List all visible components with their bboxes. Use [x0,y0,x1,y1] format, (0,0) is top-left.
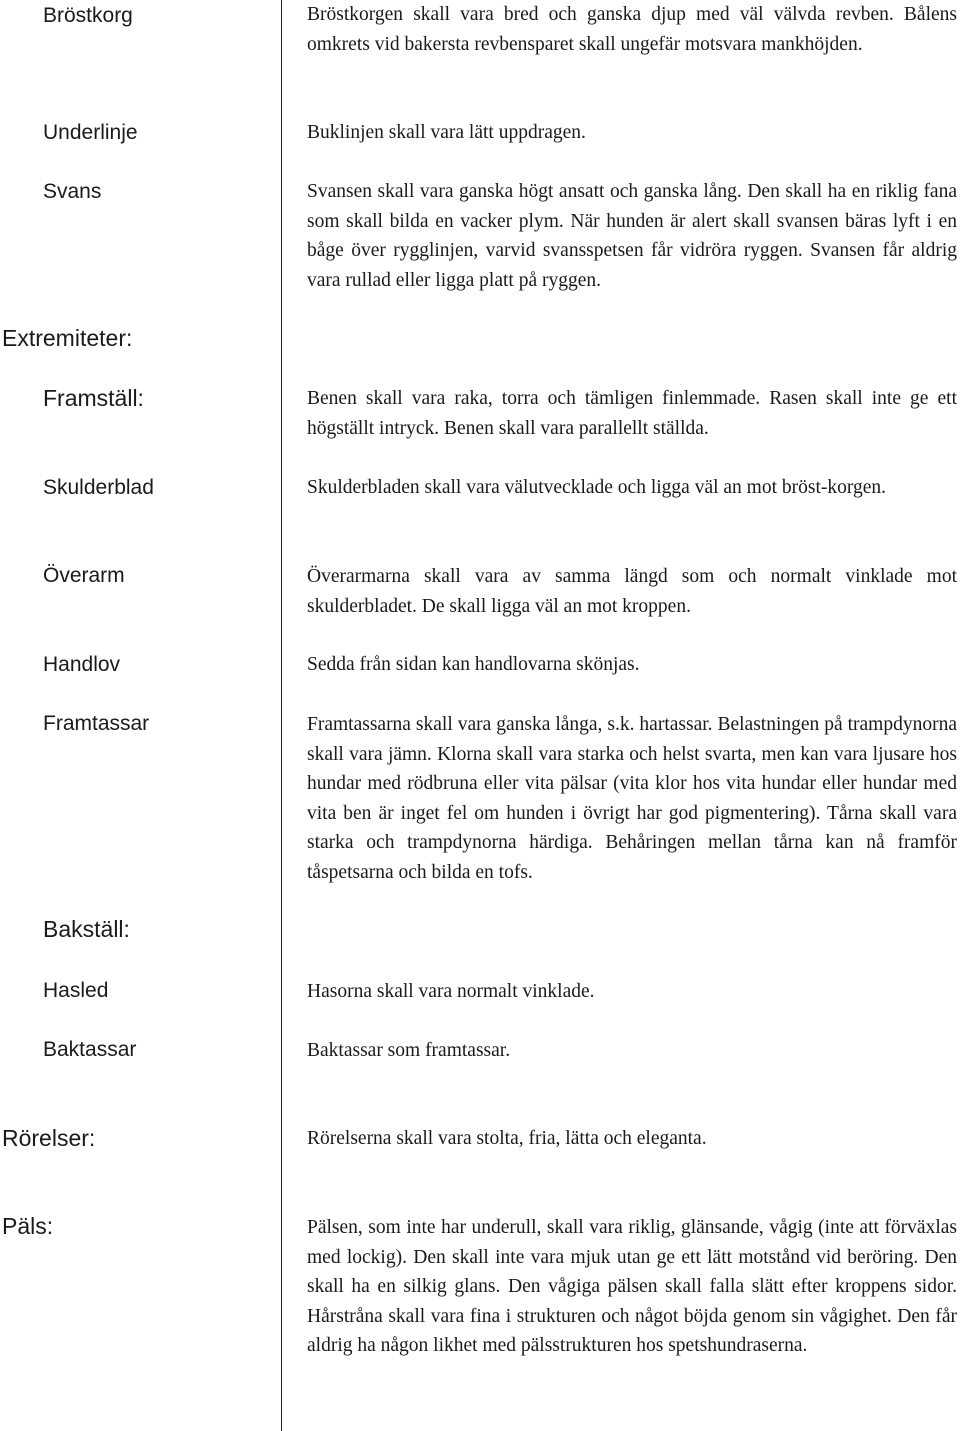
label-handlov: Handlov [43,653,121,676]
column-divider [281,0,282,1431]
text-brostkorg: Bröstkorgen skall vara bred och ganska djup med väl välvda revben. Bålens omkrets vid bakersta revbensparet skall ungefär motsvara mankhöjden. [307,4,957,55]
label-baktassar: Baktassar [43,1038,137,1061]
label-svans: Svans [43,180,102,203]
label-hasled: Hasled [43,979,109,1002]
label-overarm: Överarm [43,564,125,587]
text-baktassar: Baktassar som framtassar. [307,1040,511,1061]
label-brostkorg: Bröstkorg [43,4,133,27]
label-rorelser: Rörelser: [2,1125,96,1151]
text-overarm: Överarmarna skall vara av samma längd som och normalt vinklade mot skulderbladet. De skall ligga väl an mot kroppen. [307,566,957,617]
text-svans: Svansen skall vara ganska högt ansatt och ganska lång. Den skall ha en riklig fana som skall bilda en vacker plym. När hunden är alert skall svansen bäras lyft i en båge över rygglinjen, varvid svansspetsen får vidröra ryggen. Svansen får aldrig vara rullad eller ligga platt på ryggen. [307,181,957,291]
text-skulderblad: Skulderbladen skall vara välutvecklade och ligga väl an mot bröst-korgen. [307,477,887,498]
text-framstall: Benen skall vara raka, torra och tämligen finlemmade. Rasen skall inte ge ett högställt intryck. Benen skall vara parallellt ställda. [307,388,957,439]
text-framtassar: Framtassarna skall vara ganska långa, s.k. hartassar. Belastningen på trampdynorna skall vara jämn. Klorna skall vara starka och helst svarta, men kan vara ljusare hos hundar med rödbruna eller vita pälsar (vita klor hos vita hundar eller hundar med vita ben är inget fel om hunden i övrigt har god pigmentering). Tårna skall vara starka och trampdynorna härdiga. Behåringen mellan tårna kan nå framför tåspetsarna och bilda en tofs. [307,714,957,883]
label-bakstall: Bakställ: [43,916,130,942]
text-pals: Pälsen, som inte har underull, skall vara riklig, glänsande, vågig (inte att förväxlas med lockig). Den skall inte vara mjuk utan ge ett lätt motstånd vid beröring. Den skall ha en silkig glans. Den vågiga pälsen skall falla slätt efter kroppens sidor. Hårstråna skall vara fina i strukturen och något böjda genom sin vågighet. Den får aldrig ha någon likhet med pälsstrukturen hos spetshundraserna. [307,1217,957,1356]
text-handlov: Sedda från sidan kan handlovarna skönjas. [307,654,640,675]
text-underlinje: Buklinjen skall vara lätt uppdragen. [307,122,586,143]
label-framstall: Framställ: [43,385,144,411]
text-rorelser: Rörelserna skall vara stolta, fria, lätta och eleganta. [307,1128,707,1149]
label-skulderblad: Skulderblad [43,476,154,499]
label-extremiteter: Extremiteter: [2,325,133,351]
label-underlinje: Underlinje [43,121,138,144]
label-pals: Päls: [2,1213,54,1239]
text-hasled: Hasorna skall vara normalt vinklade. [307,981,595,1002]
label-framtassar: Framtassar [43,712,150,735]
